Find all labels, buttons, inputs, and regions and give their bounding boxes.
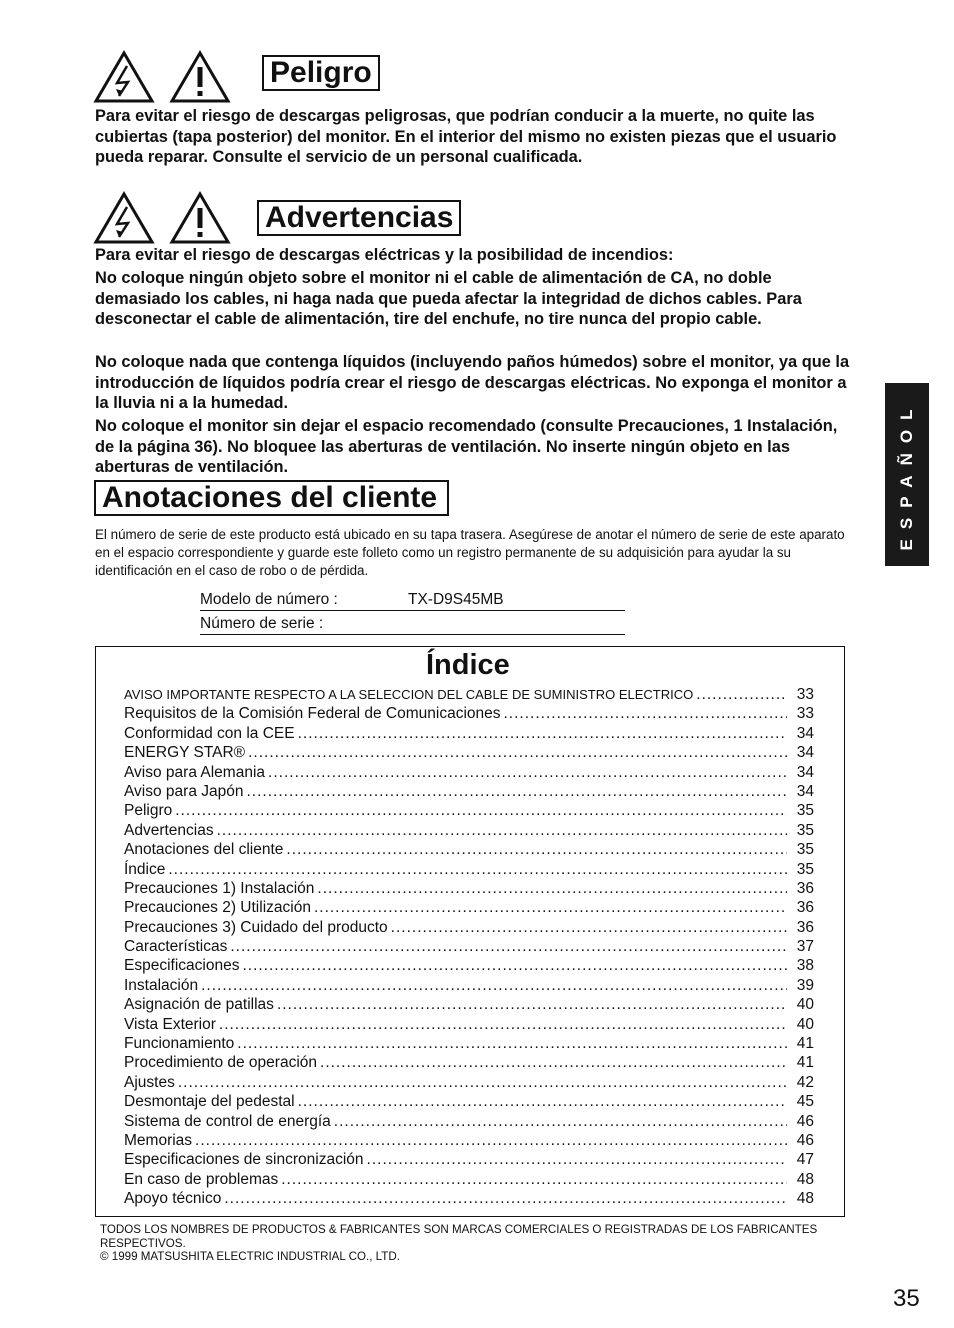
- index-entry-page: 41: [796, 1035, 814, 1053]
- peligro-heading: Peligro: [262, 55, 380, 91]
- index-entry-page: 48: [796, 1190, 814, 1208]
- index-entry-page: 33: [796, 686, 814, 703]
- index-entry-leader: [320, 1053, 787, 1072]
- index-entry-leader: [391, 918, 787, 937]
- index-entry: [124, 782, 814, 801]
- index-entry-page: 35: [796, 802, 814, 820]
- index-entry-leader: [314, 898, 787, 917]
- index-entry: [124, 1112, 814, 1131]
- index-entry-page: 34: [796, 763, 814, 781]
- index-entry-page: 38: [796, 957, 814, 975]
- index-entry-label: Índice: [124, 860, 166, 878]
- index-entry-label: AVISO IMPORTANTE RESPECTO A LA SELECCION DEL CABLE DE SUMINISTRO ELECTRICO: [124, 687, 694, 702]
- index-entry-label: Advertencias: [124, 821, 214, 839]
- index-entry-label: Ajustes: [124, 1073, 175, 1091]
- index-entry: [124, 1170, 814, 1189]
- index-entry-label: Peligro: [124, 802, 173, 820]
- index-entry-page: 39: [796, 976, 814, 994]
- index-entry-page: 35: [796, 860, 814, 878]
- index-entry: [124, 1073, 814, 1092]
- index-entry-leader: [230, 937, 787, 956]
- index-entry-leader: [201, 976, 787, 995]
- index-entry: [124, 860, 814, 879]
- index-entry-page: 40: [796, 996, 814, 1014]
- index-entry-page: 36: [796, 879, 814, 897]
- index-entry-leader: [367, 1150, 787, 1169]
- index-entry: [124, 840, 814, 859]
- index-entry-leader: [277, 995, 787, 1014]
- index-entry-leader: [281, 1170, 787, 1189]
- index-entry-leader: [224, 1189, 787, 1208]
- index-entry: [124, 704, 814, 723]
- index-entry: [124, 743, 814, 762]
- index-entry-label: ENERGY STAR®: [124, 744, 246, 762]
- advertencias-intro: Para evitar el riesgo de descargas eléctricas y la posibilidad de incendios:: [95, 246, 674, 264]
- serial-number-field: [200, 614, 625, 635]
- advertencias-paragraph-3: No coloque el monitor sin dejar el espacio recomendado (consulte Precauciones, 1 Instalación, de la página 36). No bloquee las aberturas de ventilación. No inserte ningún objeto en las aberturas de ventilación.: [95, 417, 838, 476]
- language-label: ESPAÑOL: [897, 399, 916, 550]
- index-entry-label: Apoyo técnico: [124, 1190, 222, 1208]
- index-entry-leader: [317, 879, 787, 898]
- index-entry-label: Precauciones 2) Utilización: [124, 899, 311, 917]
- anotaciones-heading: Anotaciones del cliente: [94, 480, 449, 516]
- index-entry-label: En caso de problemas: [124, 1170, 279, 1188]
- caution-exclamation-icon: [169, 50, 231, 104]
- index-entry-page: 40: [796, 1015, 814, 1033]
- electric-shock-warning-icon: [93, 191, 155, 245]
- language-side-tab: [885, 383, 929, 566]
- index-entry: [124, 724, 814, 743]
- serial-number-label: Número de serie :: [200, 615, 324, 632]
- index-entry-leader: [298, 724, 787, 743]
- index-entry-page: 34: [796, 724, 814, 742]
- index-entry-leader: [286, 840, 787, 859]
- index-entry: [124, 937, 814, 956]
- index-entry-leader: [298, 1092, 787, 1111]
- index-list: [124, 685, 814, 1209]
- index-entry: [124, 1015, 814, 1034]
- index-entry-page: 35: [796, 841, 814, 859]
- index-entry-page: 35: [796, 821, 814, 839]
- index-entry: [124, 956, 814, 975]
- index-entry-label: Especificaciones de sincronización: [124, 1151, 364, 1169]
- trademark-notice: TODOS LOS NOMBRES DE PRODUCTOS & FABRICANTES SON MARCAS COMERCIALES O REGISTRADAS DE LOS FABRICANTES RESPECTIVOS.: [100, 1223, 818, 1250]
- index-entry: [124, 763, 814, 782]
- footer: [100, 1223, 860, 1264]
- index-entry-page: 48: [796, 1170, 814, 1188]
- advertencias-paragraph-2: No coloque nada que contenga líquidos (incluyendo paños húmedos) sobre el monitor, ya que la introducción de líquidos podría crear el riesgo de descargas eléctricas. No exponga el monitor a la lluvia ni a la humedad.: [95, 353, 850, 412]
- index-entry-leader: [237, 1034, 787, 1053]
- index-entry: [124, 898, 814, 917]
- index-entry-leader: [217, 821, 787, 840]
- model-number-field: [200, 590, 625, 611]
- index-entry-leader: [504, 704, 788, 723]
- index-entry: [124, 1131, 814, 1150]
- index-entry-page: 36: [796, 918, 814, 936]
- index-entry-page: 47: [796, 1151, 814, 1169]
- index-entry-page: 36: [796, 899, 814, 917]
- index-entry-label: Aviso para Japón: [124, 782, 244, 800]
- index-entry: [124, 976, 814, 995]
- index-entry: [124, 879, 814, 898]
- index-entry-label: Precauciones 1) Instalación: [124, 879, 315, 897]
- advertencias-warning-icons: [93, 191, 231, 245]
- index-entry-label: Características: [124, 938, 228, 956]
- index-entry-leader: [178, 1073, 787, 1092]
- index-entry-label: Vista Exterior: [124, 1015, 216, 1033]
- index-entry: [124, 1150, 814, 1169]
- index-entry-page: 34: [796, 782, 814, 800]
- index-entry-page: 37: [796, 938, 814, 956]
- index-entry-page: 45: [796, 1093, 814, 1111]
- index-entry-label: Aviso para Alemania: [124, 763, 266, 781]
- index-entry: [124, 1092, 814, 1111]
- model-number-label: Modelo de número :: [200, 591, 338, 608]
- index-entry-leader: [696, 685, 787, 704]
- index-entry-leader: [168, 860, 787, 879]
- index-entry-page: 41: [796, 1054, 814, 1072]
- index-entry-label: Memorias: [124, 1131, 193, 1149]
- index-entry-leader: [268, 763, 787, 782]
- index-entry-leader: [248, 743, 787, 762]
- index-entry-leader: [195, 1131, 787, 1150]
- index-entry: [124, 1034, 814, 1053]
- index-entry-page: 34: [796, 744, 814, 762]
- index-title: Índice: [426, 649, 510, 681]
- caution-exclamation-icon: [169, 191, 231, 245]
- index-entry-page: 33: [796, 705, 814, 723]
- index-entry-label: Precauciones 3) Cuidado del producto: [124, 918, 388, 936]
- index-entry-label: Anotaciones del cliente: [124, 841, 284, 859]
- advertencias-paragraph-1: No coloque ningún objeto sobre el monitor ni el cable de alimentación de CA, no doble demasiado los cables, ni haga nada que pueda afectar la integridad de dichos cables. Para desconectar el cable de alimentación, tire del enchufe, no tire nunca del propio cable.: [95, 269, 802, 328]
- index-entry-label: Especificaciones: [124, 957, 240, 975]
- index-entry-label: Procedimiento de operación: [124, 1054, 318, 1072]
- index-entry: [124, 918, 814, 937]
- index-entry-leader: [247, 782, 788, 801]
- electric-shock-warning-icon: [93, 50, 155, 104]
- index-entry-leader: [175, 801, 787, 820]
- index-entry-leader: [219, 1015, 787, 1034]
- index-entry-leader: [242, 956, 787, 975]
- index-entry-label: Requisitos de la Comisión Federal de Comunicaciones: [124, 705, 501, 723]
- index-entry: [124, 1053, 814, 1072]
- index-entry-page: 46: [796, 1131, 814, 1149]
- index-box: [95, 646, 845, 1217]
- index-entry: [124, 1189, 814, 1208]
- index-entry-page: 42: [796, 1073, 814, 1091]
- copyright-notice: © 1999 MATSUSHITA ELECTRIC INDUSTRIAL CO., LTD.: [100, 1250, 400, 1263]
- index-entry-label: Instalación: [124, 976, 199, 994]
- peligro-text: Para evitar el riesgo de descargas peligrosas, que podrían conducir a la muerte, no quite las cubiertas (tapa posterior) del monitor. En el interior del mismo no existen piezas que el usuario pueda reparar. Consulte el servicio de un personal cualificada.: [95, 107, 837, 166]
- index-entry: [124, 801, 814, 820]
- index-entry: [124, 685, 814, 704]
- index-entry-leader: [334, 1112, 787, 1131]
- advertencias-heading: Advertencias: [257, 200, 461, 236]
- index-entry-label: Sistema de control de energía: [124, 1112, 331, 1130]
- index-entry-label: Conformidad con la CEE: [124, 724, 295, 742]
- model-number-value: TX-D9S45MB: [408, 591, 504, 608]
- index-entry-page: 46: [796, 1112, 814, 1130]
- peligro-warning-icons: [93, 50, 231, 104]
- index-entry: [124, 821, 814, 840]
- page-number: 35: [893, 1285, 920, 1312]
- index-entry-label: Asignación de patillas: [124, 996, 274, 1014]
- index-entry-label: Funcionamiento: [124, 1035, 235, 1053]
- anotaciones-text: El número de serie de este producto está ubicado en su tapa trasera. Asegúrese de anotar el número de serie de este aparato en el espacio correspondiente y guarde este folleto como un registro permanente de su adquisición para ayudar la su identificación en el caso de robo o de pérdida.: [95, 527, 845, 578]
- index-entry: [124, 995, 814, 1014]
- index-entry-label: Desmontaje del pedestal: [124, 1093, 295, 1111]
